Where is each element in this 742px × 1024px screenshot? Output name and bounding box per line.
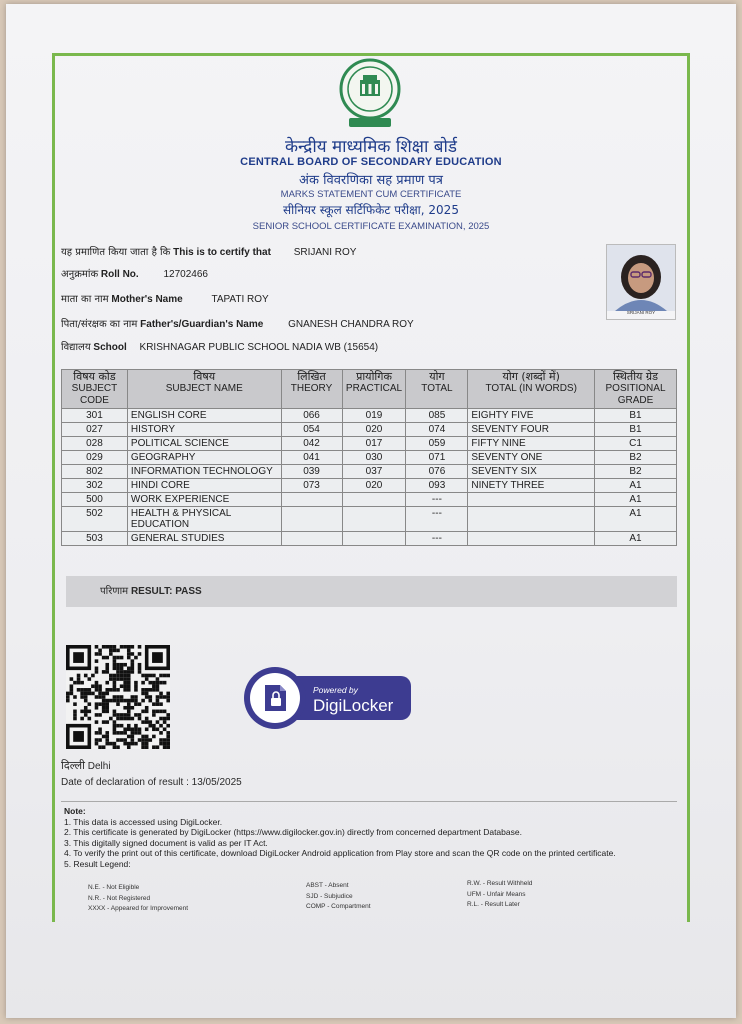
certify-label-hindi: यह प्रमाणित किया जाता है कि (61, 247, 171, 258)
certify-line (61, 244, 356, 258)
cell-grade: C1 (595, 437, 677, 451)
student-photo (606, 244, 676, 320)
roll-number: 12702466 (163, 269, 208, 280)
cell-code: 029 (62, 451, 128, 465)
cell-name: POLITICAL SCIENCE (127, 437, 281, 451)
cell-code: 500 (62, 493, 128, 507)
cell-practical: 037 (342, 465, 406, 479)
cell-words (468, 493, 595, 507)
digilocker-powered-text: Powered by (313, 685, 358, 695)
cell-name: GEOGRAPHY (127, 451, 281, 465)
roll-label-hindi: अनुक्रमांक (61, 269, 99, 280)
legend-item: R.L. - Result Later (467, 901, 520, 908)
exam-title: SENIOR SCHOOL CERTIFICATE EXAMINATION, 2025 (252, 221, 490, 232)
cell-practical (342, 507, 406, 532)
cell-practical: 019 (342, 409, 406, 423)
cell-theory (281, 532, 342, 546)
cell-name: INFORMATION TECHNOLOGY (127, 465, 281, 479)
cell-theory: 042 (281, 437, 342, 451)
cell-code: 301 (62, 409, 128, 423)
school-name: KRISHNAGAR PUBLIC SCHOOL NADIA WB (15654) (139, 342, 379, 353)
cell-total: 074 (406, 423, 468, 437)
mother-label-hindi: माता का नाम (61, 294, 109, 305)
note-item: 1. This data is accessed using DigiLocker. (64, 816, 223, 827)
cell-practical: 020 (342, 423, 406, 437)
col-subject-code: विषय कोड SUBJECT CODE (62, 370, 128, 409)
legend-item: UFM - Unfair Means (467, 890, 526, 898)
school-line (61, 339, 378, 353)
marks-table-header (62, 370, 677, 409)
cell-code: 028 (62, 437, 128, 451)
cell-theory: 041 (281, 451, 342, 465)
cell-total: --- (406, 493, 468, 507)
col-total-words: योग (शब्दों में) TOTAL (IN WORDS) (468, 370, 595, 409)
cell-theory: 039 (281, 465, 342, 479)
cell-grade: B1 (595, 423, 677, 437)
digilocker-brand-text: DigiLocker (313, 696, 394, 715)
result-label-hindi: परिणाम (100, 586, 129, 597)
note-item: 5. Result Legend: (64, 858, 131, 869)
table-row (62, 437, 677, 451)
statement-title: MARKS STATEMENT CUM CERTIFICATE (280, 189, 462, 200)
cell-name: GENERAL STUDIES (127, 532, 281, 546)
legend-item: R.W. - Result Withheld (467, 880, 533, 887)
legend-item: N.R. - Not Registered (88, 894, 151, 902)
cell-name: WORK EXPERIENCE (127, 493, 281, 507)
legend-column-3 (467, 879, 532, 911)
cell-total: 085 (406, 409, 468, 423)
cell-grade: B2 (595, 465, 677, 479)
cell-words: EIGHTY FIVE (468, 409, 595, 423)
declaration-line (61, 777, 242, 788)
legend-item: SJD - Subjudice (306, 892, 353, 900)
legend-item: COMP - Compartment (306, 903, 371, 910)
col-theory: लिखित THEORY (281, 370, 342, 409)
table-row (62, 493, 677, 507)
cell-total: 093 (406, 479, 468, 493)
cbse-emblem-icon (337, 58, 403, 130)
cell-grade: B2 (595, 451, 677, 465)
board-name: CENTRAL BOARD OF SECONDARY EDUCATION (240, 156, 502, 168)
cell-practical: 030 (342, 451, 406, 465)
father-label-hindi: पिता/संरक्षक का नाम (61, 319, 138, 330)
cell-words: SEVENTY ONE (468, 451, 595, 465)
cell-practical: 020 (342, 479, 406, 493)
result-label: RESULT: (130, 586, 173, 597)
note-item: 2. This certificate is generated by DigiLocker (https://www.digilocker.gov.in) directly from concerned department Database. (64, 827, 522, 837)
cell-words: SEVENTY FOUR (468, 423, 595, 437)
col-subject-name: विषय SUBJECT NAME (127, 370, 281, 409)
roll-line (61, 266, 208, 280)
cell-words: NINETY THREE (468, 479, 595, 493)
legend-item: ABST - Absent (306, 882, 349, 889)
cell-name: HEALTH & PHYSICAL EDUCATION (127, 507, 281, 532)
cell-words (468, 532, 595, 546)
school-label-hindi: विद्यालय (61, 342, 91, 353)
cell-code: 027 (62, 423, 128, 437)
certify-label: This is to certify that (173, 247, 271, 258)
cell-grade: A1 (595, 493, 677, 507)
mother-line (61, 291, 269, 305)
roll-label: Roll No. (100, 269, 139, 280)
cell-theory (281, 493, 342, 507)
cell-code: 802 (62, 465, 128, 479)
cell-practical (342, 493, 406, 507)
cell-total: --- (406, 532, 468, 546)
table-row (62, 451, 677, 465)
cell-total: 071 (406, 451, 468, 465)
father-name: GNANESH CHANDRA ROY (288, 319, 414, 330)
father-line (61, 316, 414, 330)
table-row (62, 532, 677, 546)
table-row (62, 479, 677, 493)
cell-practical: 017 (342, 437, 406, 451)
legend-column-2 (306, 881, 371, 913)
table-row (62, 507, 677, 532)
student-photo-icon (607, 245, 675, 319)
cell-grade: A1 (595, 532, 677, 546)
cell-theory: 066 (281, 409, 342, 423)
cell-grade: A1 (595, 479, 677, 493)
place-of-issue (61, 758, 111, 773)
cell-grade: A1 (595, 507, 677, 532)
note-item: 3. This digitally signed document is valid as per IT Act. (64, 837, 268, 848)
statement-title-hindi: अंक विवरणिका सह प्रमाण पत्र (299, 173, 443, 188)
cell-grade: B1 (595, 409, 677, 423)
notes-title: Note: (64, 806, 86, 816)
cell-name: HINDI CORE (127, 479, 281, 493)
place-hindi: दिल्ली (61, 759, 85, 772)
cell-code: 502 (62, 507, 128, 532)
place-english: Delhi (87, 761, 111, 772)
cell-practical (342, 532, 406, 546)
note-item: 4. To verify the print out of this certificate, download DigiLocker Android application from Play store and scan the QR code on the printed certificate. (64, 848, 616, 858)
photo-caption: SRIJANI ROY (626, 310, 656, 315)
cell-code: 503 (62, 532, 128, 546)
result-value: PASS (175, 586, 202, 597)
father-label: Father's/Guardian's Name (140, 319, 264, 330)
cell-total: 059 (406, 437, 468, 451)
cell-code: 302 (62, 479, 128, 493)
board-name-hindi: केन्द्रीय माध्यमिक शिक्षा बोर्ड (284, 137, 458, 157)
cell-total: --- (406, 507, 468, 532)
legend-column-1 (88, 883, 188, 915)
col-grade: स्थितीय ग्रेड POSITIONAL GRADE (595, 370, 677, 409)
marks-table (61, 369, 677, 546)
mother-label: Mother's Name (111, 294, 183, 305)
student-name: SRIJANI ROY (293, 247, 357, 258)
school-label: School (93, 342, 127, 353)
cell-total: 076 (406, 465, 468, 479)
legend-item: XXXX - Appeared for Improvement (88, 905, 189, 912)
digilocker-badge (243, 666, 411, 730)
cell-name: ENGLISH CORE (127, 409, 281, 423)
legend-item: N.E. - Not Eligible (88, 884, 140, 891)
cell-words (468, 507, 595, 532)
col-total: योग TOTAL (406, 370, 468, 409)
result-bar (66, 576, 677, 607)
table-row (62, 423, 677, 437)
table-row (62, 465, 677, 479)
cell-theory: 073 (281, 479, 342, 493)
declaration-date: 13/05/2025 (191, 777, 242, 788)
col-practical: प्रायोगिक PRACTICAL (342, 370, 406, 409)
mother-name: TAPATI ROY (211, 294, 269, 305)
cell-name: HISTORY (127, 423, 281, 437)
table-row (62, 409, 677, 423)
cell-words: SEVENTY SIX (468, 465, 595, 479)
exam-title-hindi: सीनियर स्कूल सर्टिफिकेट परीक्षा, 2025 (283, 203, 459, 217)
cell-theory: 054 (281, 423, 342, 437)
cell-theory (281, 507, 342, 532)
verification-qr-code[interactable] (66, 645, 170, 749)
cell-words: FIFTY NINE (468, 437, 595, 451)
declaration-label: Date of declaration of result : (61, 777, 189, 788)
